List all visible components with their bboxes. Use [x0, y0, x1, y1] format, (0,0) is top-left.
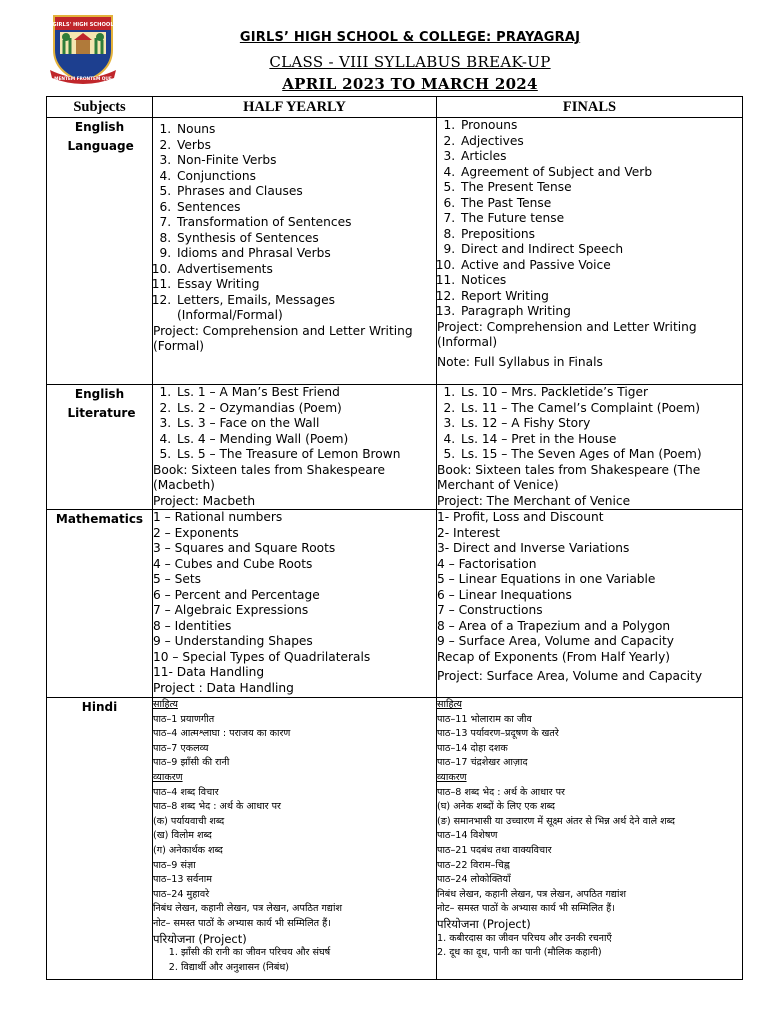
list-item: पाठ–8 शब्द भेद : अर्थ के आधार पर [153, 801, 281, 813]
col-half-yearly: HALF YEARLY [153, 97, 437, 118]
list-item: 3- Direct and Inverse Variations [437, 541, 630, 555]
list-item: 5 – Linear Equations in one Variable [437, 572, 656, 586]
list-item: पाठ–24 मुहावरे [153, 888, 210, 900]
list-item: पाठ–24 लोकोक्तियाँ [437, 874, 511, 886]
list-item: 4. Conjunctions [175, 169, 436, 185]
list-item: 4 – Factorisation [437, 556, 537, 571]
list-item: 1. Ls. 10 – Mrs. Packletide’s Tiger [459, 385, 742, 401]
list-item: 11- Data Handling [153, 665, 265, 679]
table-header-row [47, 97, 743, 118]
col-subjects: Subjects [47, 97, 153, 118]
row-english-literature [47, 385, 743, 510]
list-item: 4 – Cubes and Cube Roots [153, 556, 313, 571]
project-text: Project: Macbeth [153, 493, 256, 508]
list-item: 3 – Squares and Square Roots [153, 541, 336, 555]
subject-cell: English Language [47, 118, 153, 385]
list-item: 8. Synthesis of Sentences [175, 231, 436, 247]
list-item: 7 – Constructions [437, 603, 543, 617]
list-item: नोट– समस्त पाठों के अभ्यास कार्य भी सम्मिलित हैं। [437, 903, 615, 915]
list-item: 7 – Algebraic Expressions [153, 603, 309, 617]
session-title: APRIL 2023 TO MARCH 2024 [282, 75, 538, 93]
half-yearly-cell [153, 698, 437, 980]
list-item: 3. Ls. 3 – Face on the Wall [175, 416, 436, 432]
vyakaran-heading: व्याकरण [437, 771, 467, 783]
list-item: Project : Data Handling [153, 680, 294, 695]
row-hindi [47, 698, 743, 980]
list-item: 1- Profit, Loss and Discount [437, 510, 604, 524]
list-item: 1. Pronouns [459, 118, 742, 134]
list-item: 1. कबीरदास का जीवन परिचय और उनकी रचनाएँ [437, 932, 612, 944]
list-item: 1. Ls. 1 – A Man’s Best Friend [175, 385, 436, 401]
list-item: 6 – Percent and Percentage [153, 587, 320, 602]
list-item: (घ) अनेक शब्दों के लिए एक शब्द [437, 801, 555, 813]
logo-title-text: GIRLS' HIGH SCHOOL [52, 22, 114, 28]
list-item: 2. Ls. 11 – The Camel’s Complaint (Poem) [459, 401, 742, 417]
list-item: 1. Nouns [175, 122, 436, 138]
list-item: 8 – Identities [153, 618, 232, 633]
project-text: Project: Comprehension and Letter Writing (Formal) [153, 323, 413, 353]
list-item: पाठ–9 संज्ञा [153, 859, 196, 871]
list-item: 9 – Surface Area, Volume and Capacity [437, 634, 674, 648]
half-yearly-cell [153, 118, 437, 385]
list-item: पाठ–17 चंद्रशेखर आज़ाद [437, 757, 528, 769]
list-item: 2. Verbs [175, 138, 436, 154]
list-item: 3. Articles [459, 149, 742, 165]
subject-cell: Hindi [47, 698, 153, 980]
list-item: 2. विद्यार्थी और अनुशासन (निबंध) [181, 961, 436, 976]
list-item: 5. Phrases and Clauses [175, 184, 436, 200]
finals-cell [437, 698, 743, 980]
list-item: (क) पर्यायवाची शब्द [153, 815, 225, 827]
list-item: 9. Idioms and Phrasal Verbs [175, 246, 436, 262]
list-item: पाठ–11 भोलाराम का जीव [437, 713, 532, 725]
list-item: पाठ–22 विराम–चिह्न [437, 859, 510, 871]
list-item: Recap of Exponents (From Half Yearly) [437, 649, 671, 664]
list-item: पाठ–14 दोहा दशक [437, 742, 508, 754]
project-heading: परियोजना (Project) [437, 916, 531, 931]
row-mathematics [47, 510, 743, 698]
finals-cell [437, 510, 743, 698]
book-text: Book: Sixteen tales from Shakespeare (Macbeth) [153, 462, 385, 492]
list-item: पाठ–4 शब्द विचार [153, 786, 219, 798]
list-item: 11. Notices [459, 273, 742, 289]
note-text: Note: Full Syllabus in Finals [437, 354, 603, 369]
list-item: निबंध लेखन, कहानी लेखन, पत्र लेखन, अपठित गद्यांश [437, 888, 626, 900]
list-item: 5. The Present Tense [459, 180, 742, 196]
finals-cell [437, 118, 743, 385]
list-item: 7. Transformation of Sentences [175, 215, 436, 231]
list-item: 10. Advertisements [175, 262, 436, 278]
logo-motto-text: MENTEM FRONTEM QUE [54, 77, 112, 82]
list-item: 6. Sentences [175, 200, 436, 216]
list-item: 11. Essay Writing [175, 277, 436, 293]
list-item: पाठ–13 पर्यावरण–प्रदूषण के खतरे [437, 728, 559, 740]
list-item: पाठ–8 शब्द भेद : अर्थ के आधार पर [437, 786, 565, 798]
list-item: 8 – Area of a Trapezium and a Polygon [437, 618, 671, 633]
list-item: 3. Non-Finite Verbs [175, 153, 436, 169]
list-item: 4. Ls. 14 – Pret in the House [459, 432, 742, 448]
sahitya-heading: साहित्य [153, 699, 178, 710]
list-item: 6. The Past Tense [459, 196, 742, 212]
list-item: 3. Ls. 12 – A Fishy Story [459, 416, 742, 432]
list-item: 2 – Exponents [153, 525, 239, 540]
row-english-language [47, 118, 743, 385]
list-item: पाठ–13 सर्वनाम [153, 874, 212, 886]
class-title: CLASS - VIII SYLLABUS BREAK-UP [269, 53, 551, 71]
finals-cell [437, 385, 743, 510]
list-item: 2. Adjectives [459, 134, 742, 150]
list-item: 5. Ls. 5 – The Treasure of Lemon Brown [175, 447, 436, 463]
list-item: पाठ–9 झाँसी की रानी [153, 757, 230, 769]
list-item: 2. Ls. 2 – Ozymandias (Poem) [175, 401, 436, 417]
project-text: Project: The Merchant of Venice [437, 493, 631, 508]
list-item: पाठ–4 आत्मश्लाघा : पराजय का कारण [153, 728, 291, 740]
list-item: 4. Ls. 4 – Mending Wall (Poem) [175, 432, 436, 448]
list-item: 9. Direct and Indirect Speech [459, 242, 742, 258]
list-item: 13. Paragraph Writing [459, 304, 742, 320]
list-item: (ग) अनेकार्थक शब्द [153, 844, 223, 856]
list-item: 12. Letters, Emails, Messages (Informal/Formal) [175, 293, 436, 324]
subject-cell: Mathematics [47, 510, 153, 698]
list-item: (ख) विलोम शब्द [153, 830, 212, 842]
list-item: 12. Report Writing [459, 289, 742, 305]
half-yearly-cell [153, 385, 437, 510]
project-text: Project: Surface Area, Volume and Capacity [437, 669, 703, 683]
list-item: 4. Agreement of Subject and Verb [459, 165, 742, 181]
school-name: GIRLS’ HIGH SCHOOL & COLLEGE: PRAYAGRAJ [239, 30, 581, 45]
list-item: 1. झाँसी की रानी का जीवन परिचय और संघर्ष [181, 946, 436, 961]
list-item: 10. Active and Passive Voice [459, 258, 742, 274]
syllabus-table [46, 96, 743, 980]
list-item: 9 – Understanding Shapes [153, 634, 313, 648]
list-item: नोट– समस्त पाठों के अभ्यास कार्य भी सम्मिलित हैं। [153, 917, 331, 929]
list-item: 6 – Linear Inequations [437, 587, 572, 602]
list-item: 8. Prepositions [459, 227, 742, 243]
list-item: 2. दूध का दूध, पानी का पानी (मौलिक कहानी) [437, 947, 602, 959]
sahitya-heading: साहित्य [437, 699, 462, 710]
list-item: 1 – Rational numbers [153, 510, 283, 524]
school-crest-logo [48, 10, 118, 86]
list-item: निबंध लेखन, कहानी लेखन, पत्र लेखन, अपठित गद्यांश [153, 903, 342, 915]
list-item: पाठ–14 विशेषण [437, 830, 498, 842]
list-item: 5 – Sets [153, 572, 201, 586]
list-item: 10 – Special Types of Quadrilaterals [153, 649, 371, 664]
vyakaran-heading: व्याकरण [153, 771, 183, 783]
book-text: Book: Sixteen tales from Shakespeare (The Merchant of Venice) [437, 462, 701, 492]
list-item: 5. Ls. 15 – The Seven Ages of Man (Poem) [459, 447, 742, 463]
col-finals: FINALS [437, 97, 743, 118]
subject-cell: English Literature [47, 385, 153, 510]
list-item: पाठ–7 एकलव्य [153, 742, 209, 754]
list-item: (ङ) समानभासी या उच्चारण में सूक्ष्म अंतर से भिन्न अर्थ देने वाले शब्द [437, 815, 675, 827]
project-heading: परियोजना (Project) [153, 931, 247, 946]
list-item: 7. The Future tense [459, 211, 742, 227]
project-text: Project: Comprehension and Letter Writing (Informal) [437, 319, 697, 349]
list-item: पाठ–1 प्रयाणगीत [153, 713, 215, 725]
half-yearly-cell [153, 510, 437, 698]
list-item: पाठ–21 पदबंध तथा वाक्यविचार [437, 844, 552, 856]
list-item: 2- Interest [437, 525, 500, 540]
